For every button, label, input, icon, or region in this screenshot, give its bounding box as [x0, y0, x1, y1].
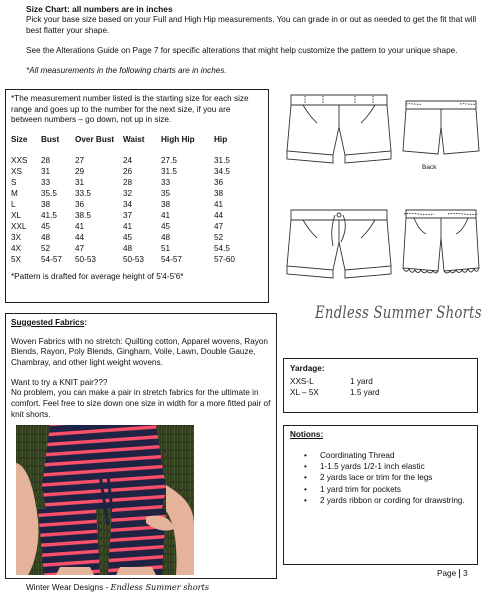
- table-cell: 45: [161, 222, 171, 232]
- table-cell: 48: [123, 244, 133, 254]
- table-cell: 31: [41, 167, 51, 177]
- page-number-value: 3: [463, 569, 468, 578]
- table-cell: 38: [214, 189, 224, 199]
- back-label: Back: [422, 164, 437, 171]
- table-cell: 47: [214, 222, 224, 232]
- table-cell: 37: [123, 211, 133, 221]
- size-chart-box: [5, 89, 269, 303]
- yardage-row: [290, 376, 471, 387]
- table-cell: 3X: [11, 233, 22, 243]
- notion-item: • Coordinating Thread: [304, 451, 471, 462]
- yardage-size: XL – 5X: [290, 388, 319, 398]
- size-table-header: [11, 135, 254, 149]
- table-cell: 31.5: [161, 167, 177, 177]
- table-row: [11, 222, 254, 233]
- table-cell: 45: [123, 233, 133, 243]
- table-cell: 52: [214, 233, 224, 243]
- table-cell: 41.5: [41, 211, 57, 221]
- table-cell: 44: [214, 211, 224, 221]
- table-row: [11, 233, 254, 244]
- table-cell: 24: [123, 156, 133, 166]
- table-cell: 54-57: [41, 255, 62, 265]
- table-cell: 54.5: [214, 244, 230, 254]
- page-number: [437, 569, 468, 578]
- header-high-hip: High Hip: [161, 134, 195, 144]
- table-row: [11, 244, 254, 255]
- intro-section: [14, 4, 484, 76]
- yardage-row: [290, 387, 471, 398]
- table-cell: 38: [161, 200, 171, 210]
- table-cell: 32: [123, 189, 133, 199]
- table-cell: 31.5: [214, 156, 230, 166]
- table-cell: 36: [214, 178, 224, 188]
- table-cell: XXL: [11, 222, 27, 232]
- notions-box: [283, 425, 478, 565]
- table-row: [11, 156, 254, 167]
- table-cell: XS: [11, 167, 22, 177]
- table-cell: 28: [41, 156, 51, 166]
- size-table-body: [11, 149, 254, 266]
- table-cell: 50-53: [123, 255, 144, 265]
- table-cell: 41: [161, 211, 171, 221]
- table-row: [11, 200, 254, 211]
- footer-brand-script: Endless Summer shorts: [110, 582, 210, 592]
- table-cell: 54-57: [161, 255, 182, 265]
- size-table: [11, 135, 254, 266]
- size-chart-lead: *The measurement number listed is the starting size for each size range and goes up to the number for the next size, if you are between numbers – go down, not up in size.: [11, 94, 249, 125]
- size-chart-footnote: *Pattern is drafted for average height of 5'4-5'6*: [11, 271, 184, 281]
- table-cell: 52: [41, 244, 51, 254]
- table-row: [11, 167, 254, 178]
- header-over-bust: Over Bust: [75, 134, 115, 144]
- table-cell: 27: [75, 156, 85, 166]
- notion-item: • 2 yards ribbon or cording for drawstring.: [304, 496, 471, 507]
- table-cell: 26: [123, 167, 133, 177]
- table-cell: 45: [41, 222, 51, 232]
- notions-list: [290, 451, 471, 507]
- table-cell: 47: [75, 244, 85, 254]
- table-cell: L: [11, 200, 16, 210]
- table-cell: 41: [214, 200, 224, 210]
- table-cell: M: [11, 189, 18, 199]
- table-cell: 57-60: [214, 255, 235, 265]
- table-cell: 29: [75, 167, 85, 177]
- size-chart-heading: Size Chart: all numbers are in inches: [26, 4, 173, 14]
- fabrics-knit-question: Want to try a KNIT pair???: [11, 377, 108, 387]
- table-cell: XL: [11, 211, 22, 221]
- yardage-title: Yardage:: [290, 364, 325, 373]
- fabrics-title: [11, 318, 271, 329]
- notion-item: • 1-1.5 yards 1/2-1 inch elastic: [304, 462, 471, 473]
- table-row: [11, 178, 254, 189]
- model-shorts-photo: [16, 425, 194, 575]
- fabrics-title-colon: :: [84, 318, 87, 327]
- table-cell: 50-53: [75, 255, 96, 265]
- header-bust: Bust: [41, 134, 60, 144]
- table-row: [11, 211, 254, 222]
- table-row: [11, 255, 254, 266]
- fabrics-woven-text: Woven Fabrics with no stretch: Quilting cotton, Apparel wovens, Rayon Blends, Rayon, Poly Blends, Gingham, Voile, Lawn, Double Gauze, Chambray, and other light weight wovens.: [11, 336, 268, 367]
- yardage-size: XXS-L: [290, 377, 314, 387]
- table-cell: 41: [75, 222, 85, 232]
- table-cell: S: [11, 178, 17, 188]
- table-cell: 48: [41, 233, 51, 243]
- table-cell: 27.5: [161, 156, 177, 166]
- footer-brand: [26, 582, 209, 592]
- table-cell: 33: [161, 178, 171, 188]
- table-cell: 33: [41, 178, 51, 188]
- footer-brand-text: Winter Wear Designs -: [26, 583, 111, 592]
- page-label: Page: [437, 569, 457, 578]
- yardage-box: [283, 358, 478, 413]
- table-cell: 51: [161, 244, 171, 254]
- table-cell: 36: [75, 200, 85, 210]
- shorts-back-sketch: [400, 99, 482, 161]
- table-cell: 31: [75, 178, 85, 188]
- table-cell: 28: [123, 178, 133, 188]
- table-cell: 33.5: [75, 189, 91, 199]
- notion-item: • 2 yards lace or trim for the legs: [304, 473, 471, 484]
- header-hip: Hip: [214, 134, 228, 144]
- shorts-drawstring-sketch: [283, 208, 395, 288]
- shorts-lace-sketch: [400, 208, 482, 292]
- intro-paragraph-2: See the Alterations Guide on Page 7 for specific alterations that might help customize the pattern to your unique shape.: [26, 45, 458, 55]
- fabrics-knit-text: No problem, you can make a pair in stretch fabrics for the ultimate in comfort. Feel free to size down one size in width for a more fitted pair of knit shorts.: [11, 388, 271, 419]
- table-cell: 34: [123, 200, 133, 210]
- yardage-amount: 1 yard: [350, 377, 373, 387]
- table-cell: 35.5: [41, 189, 57, 199]
- yardage-amount: 1.5 yard: [350, 388, 380, 398]
- pattern-brand-title: Endless Summer Shorts: [315, 303, 482, 323]
- fabrics-title-text: Suggested Fabrics: [11, 318, 85, 327]
- notion-item: • 1 yard trim for pockets: [304, 485, 471, 496]
- header-waist: Waist: [123, 134, 145, 144]
- intro-paragraph-1: Pick your base size based on your Full and High Hip measurements. You can grade in or out as needed to get the fit that will best flatter your shape.: [26, 15, 477, 35]
- notions-title-text: Notions:: [290, 430, 324, 439]
- table-cell: 38.5: [75, 211, 91, 221]
- intro-note: *All measurements in the following charts are in inches.: [26, 65, 227, 75]
- table-cell: 44: [75, 233, 85, 243]
- table-cell: 4X: [11, 244, 22, 254]
- shorts-front-sketch: [283, 93, 395, 173]
- suggested-fabrics-box: [5, 313, 277, 579]
- table-cell: 38: [41, 200, 51, 210]
- table-cell: 35: [161, 189, 171, 199]
- table-cell: XXS: [11, 156, 28, 166]
- notions-title: [290, 430, 471, 441]
- table-cell: 48: [161, 233, 171, 243]
- table-cell: 5X: [11, 255, 22, 265]
- table-row: [11, 189, 254, 200]
- table-cell: 34.5: [214, 167, 230, 177]
- header-size: Size: [11, 134, 28, 144]
- table-cell: 41: [123, 222, 133, 232]
